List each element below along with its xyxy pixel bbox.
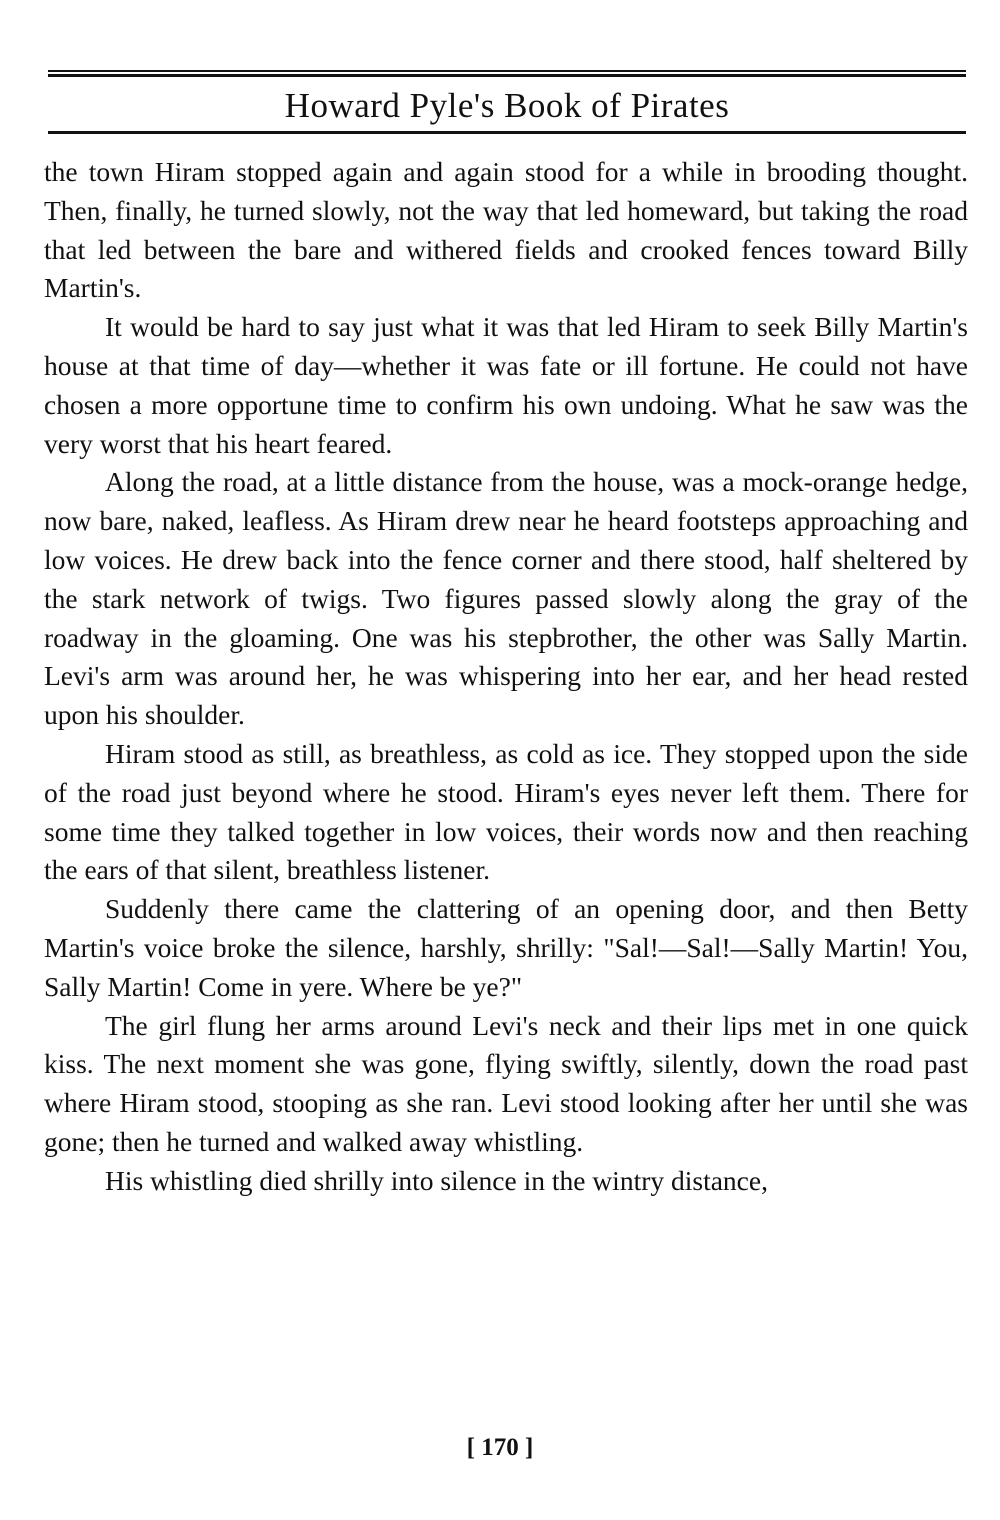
running-title: Howard Pyle's Book of Pirates [284, 86, 730, 125]
paragraph: Hiram stood as still, as breathless, as cold as ice. They stopped upon the side of the road just beyond where he stood. Hiram's eyes never left them. There for some time they talked together in low voices, their words now and then reaching the ears of that silent, breathless listener. [44, 737, 968, 886]
paragraph: Suddenly there came the clattering of an opening door, and then Betty Martin's voice broke the silence, harshly, shrilly: "Sal!—Sal!—Sally Martin! You, Sally Martin! Come in yere. Where be ye?" [44, 893, 968, 1002]
header-double-rule [48, 70, 966, 77]
paragraph: Along the road, at a little distance from the house, was a mock-orange hedge, now bare, naked, leafless. As Hiram drew near he heard footsteps approaching and low voices. He drew back into the fence corner and there stood, half sheltered by the stark network of twigs. Two figures passed slowly along the gray of the roadway in the gloaming. One was his stepbrother, the other was Sally Martin. Levi's arm was around her, he was whispering into her ear, and her head rested upon his shoulder. [44, 466, 968, 731]
paragraph: The girl flung her arms around Levi's neck and their lips met in one quick kiss. The next moment she was gone, flying swiftly, silently, down the road past where Hiram stood, stooping as she ran. Levi stood looking after her until she was gone; then he turned and walked away whistling. [44, 1009, 968, 1157]
paragraph: It would be hard to say just what it was that led Hiram to seek Billy Martin's house at that time of day—whether it was fate or ill fortune. He could not have chosen a more opportune time to confirm his own undoing. What he saw was the very worst that his heart feared. [44, 311, 968, 459]
paragraph: His whistling died shrilly into silence in the wintry distance, [105, 1164, 768, 1196]
header-rule [48, 131, 966, 134]
page-number: [ 170 ] [466, 1434, 534, 1461]
paragraph-continued: the town Hiram stopped again and again stood for a while in brooding thought. Then, finally, he turned slowly, not the way that led homeward, but taking the road that led between the bare and withered fields and crooked fences toward Billy Martin's. [44, 156, 968, 304]
body-text [44, 153, 968, 1201]
